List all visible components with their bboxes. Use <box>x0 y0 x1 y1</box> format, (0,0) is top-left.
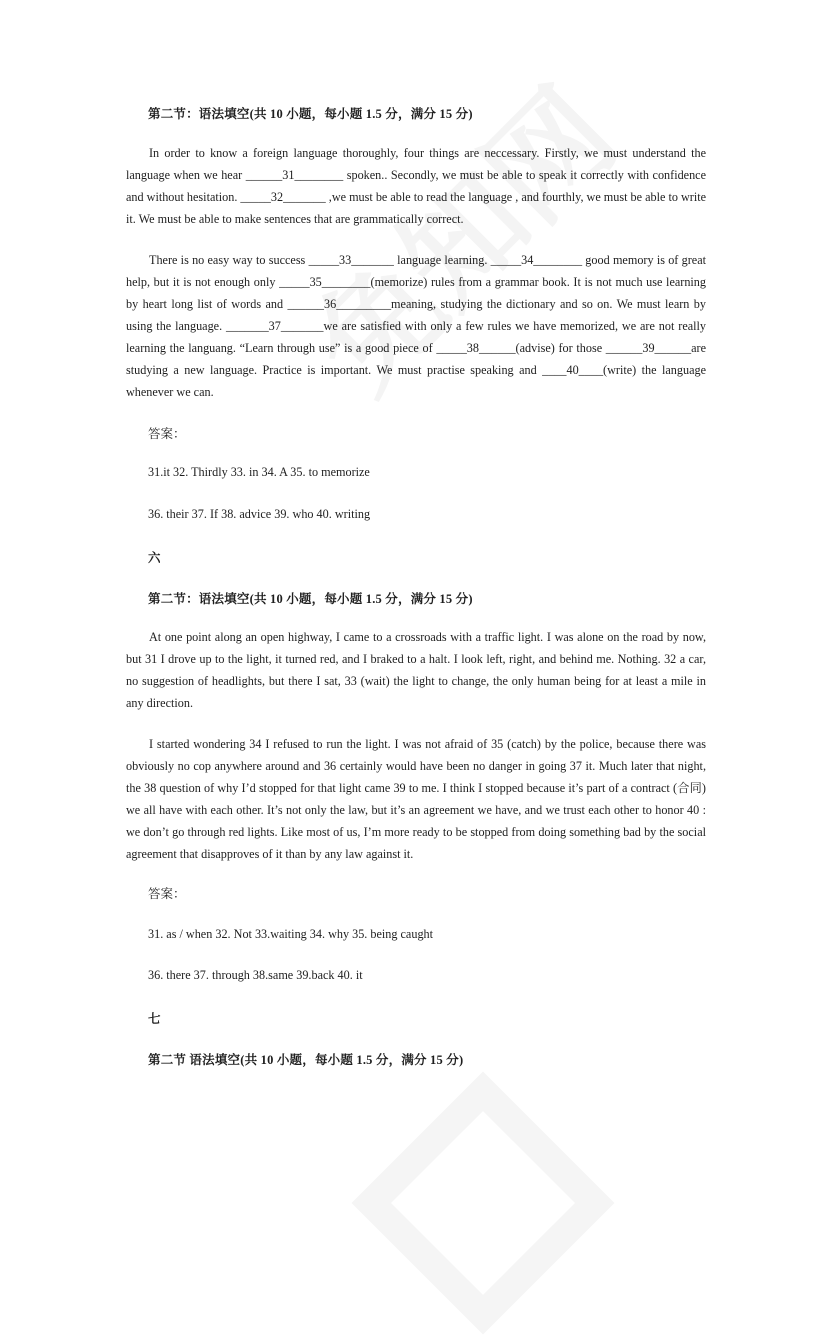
answer-label: 答案： <box>148 887 186 901</box>
passage-paragraph: In order to know a foreign language thoroughly, four things are neccessary. Firstly, we must understand the language when we hear ______31________ spoken.. Secondly, we must be able to speak it correctly with confidence and without hesitation. _____32_______ ,we must be able to read the language , and fourthly, we must be able to write it. We must be able to make sentences that are grammatically correct. <box>126 146 707 226</box>
section-2-heading: 第二节：语法填空(共 10 小题，每小题 1.5 分，满分 15 分) <box>148 592 473 606</box>
section-3-heading: 第二节 语法填空(共 10 小题，每小题 1.5 分，满分 15 分) <box>148 1053 464 1067</box>
answer-label: 答案： <box>148 427 186 441</box>
watermark-logo-icon <box>351 1071 614 1334</box>
passage-paragraph: I started wondering 34 I refused to run the light. I was not afraid of 35 (catch) by the police, because there was obviously no cop anywhere around and 36 certainly would have been no danger in going 37 it. Much later that night, the 38 question of why I’d stopped for that light came 39 to me. I think I stopped because it’s part of a contract (合同) we all have with each other. It’s not only the law, but it’s an agreement we have, and we trust each other to honor 40 : we don’t go through red lights. Like most of us, I’m more ready to be stopped from doing something bad by the social agreement that disapproves of it than by any law against it. <box>126 737 706 861</box>
answer-line: 36. there 37. through 38.same 39.back 40. it <box>148 968 363 982</box>
passage-paragraph: There is no easy way to success _____33_______ language learning. _____34________ good memory is of great help, but it is not enough only _____35________(memorize) rules from a grammar book. It is not much use learning by heart long list of words and ______36_________meaning, studying the dictionary and so on. We must learn by using the language. _______37_______we are satisfied with only a few rules we have memorized, we are not really learning the languang. “Learn through use” is a good piece of _____38______(advise) for those ______39______are studying a new language. Practice is important. We must practise speaking and ____40____(write) the language whenever we can. <box>126 253 706 399</box>
section-1-heading: 第二节：语法填空(共 10 小题，每小题 1.5 分，满分 15 分) <box>148 107 473 121</box>
answer-line: 31. as / when 32. Not 33.waiting 34. why 35. being caught <box>148 927 434 941</box>
passage-paragraph: At one point along an open highway, I came to a crossroads with a traffic light. I was alone on the road by now, but 31 I drove up to the light, it turned red, and I braked to a halt. I look left, right, and behind me. Nothing. 32 a car, no suggestion of headlights, but there I sat, 33 (wait) the light to change, the only human being for at least a mile in any direction. <box>126 630 706 710</box>
section-number: 七 <box>148 1012 161 1026</box>
section-number: 六 <box>148 551 161 565</box>
answer-line: 36. their 37. If 38. advice 39. who 40. writing <box>148 507 371 521</box>
answer-line: 31.it 32. Thirdly 33. in 34. A 35. to memorize <box>148 465 370 479</box>
